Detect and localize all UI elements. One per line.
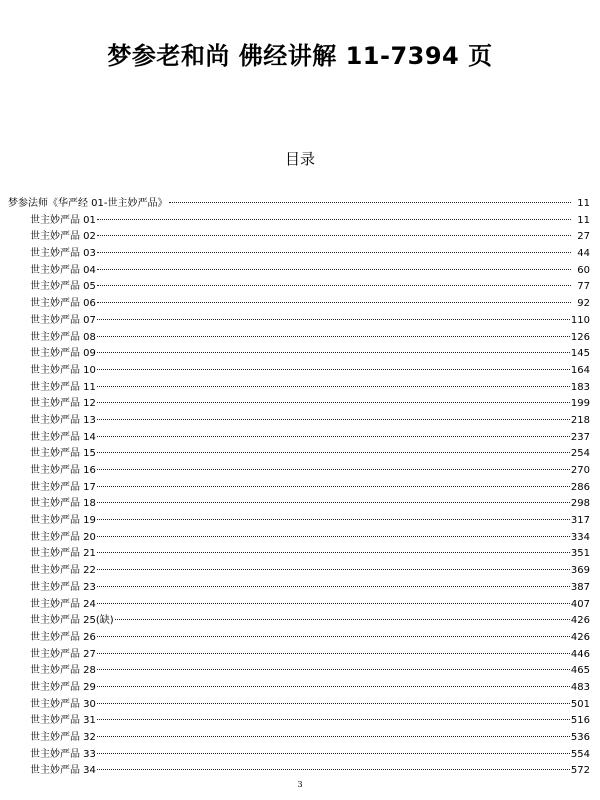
toc-leader-dots <box>97 469 570 470</box>
toc-entry-page: 298 <box>570 498 590 510</box>
toc-entry[interactable] <box>8 263 590 280</box>
toc-leader-dots <box>97 319 570 320</box>
toc-leader-dots <box>169 202 571 203</box>
toc-leader-dots <box>97 419 570 420</box>
toc-entry-page: 126 <box>570 331 590 343</box>
toc-entry[interactable] <box>8 530 590 547</box>
toc-entry[interactable] <box>8 597 590 614</box>
toc-entry[interactable] <box>8 446 590 463</box>
toc-leader-dots <box>115 619 570 620</box>
toc-leader-dots <box>97 369 570 370</box>
toc-entry-page: 183 <box>570 381 590 393</box>
toc-entry-label: 世主妙严品 19 <box>30 515 96 527</box>
toc-leader-dots <box>97 285 571 286</box>
toc-leader-dots <box>97 719 570 720</box>
toc-entry-page: 237 <box>570 431 590 443</box>
toc-entry-page: 334 <box>570 531 590 543</box>
toc-leader-dots <box>97 519 570 520</box>
toc-entry[interactable] <box>8 279 590 296</box>
toc-entry-label: 世主妙严品 08 <box>30 331 96 343</box>
toc-entry-page: 387 <box>570 581 590 593</box>
toc-entry-page: 77 <box>577 281 590 293</box>
toc-entry-label: 世主妙严品 18 <box>30 498 96 510</box>
toc-entry-page: 351 <box>570 548 590 560</box>
toc-entry-label: 世主妙严品 09 <box>30 348 96 360</box>
toc-entry-page: 164 <box>570 364 590 376</box>
toc-entry-label: 世主妙严品 33 <box>30 748 96 760</box>
toc-leader-dots <box>97 703 570 704</box>
toc-entry-label: 世主妙严品 17 <box>30 481 96 493</box>
toc-entry-label: 世主妙严品 21 <box>30 548 96 560</box>
table-of-contents <box>8 196 590 780</box>
toc-entry-page: 516 <box>570 715 590 727</box>
toc-entry-label: 世主妙严品 24 <box>30 598 96 610</box>
toc-entry-label: 世主妙严品 04 <box>30 264 96 276</box>
toc-entry[interactable] <box>8 496 590 513</box>
toc-entry-label: 世主妙严品 05 <box>30 281 96 293</box>
toc-entry[interactable] <box>8 663 590 680</box>
toc-entry-label: 世主妙严品 02 <box>30 231 96 243</box>
toc-entry[interactable] <box>8 563 590 580</box>
toc-heading: 目录 <box>284 150 315 168</box>
toc-entry-page: 218 <box>570 414 590 426</box>
toc-entry[interactable] <box>8 229 590 246</box>
toc-entry-label: 世主妙严品 30 <box>30 698 96 710</box>
toc-entry-label: 世主妙严品 06 <box>30 298 96 310</box>
toc-entry-label: 世主妙严品 31 <box>30 715 96 727</box>
toc-leader-dots <box>97 486 570 487</box>
toc-leader-dots <box>97 402 570 403</box>
document-title: 梦参老和尚 佛经讲解 11-7394 页 <box>107 42 493 70</box>
toc-entry-page: 483 <box>570 681 590 693</box>
toc-leader-dots <box>97 219 571 220</box>
toc-leader-dots <box>97 653 570 654</box>
toc-entry-page: 92 <box>577 298 590 310</box>
toc-entry[interactable] <box>8 296 590 313</box>
toc-leader-dots <box>97 686 570 687</box>
toc-entry[interactable] <box>8 697 590 714</box>
toc-entry[interactable] <box>8 346 590 363</box>
toc-entry-label: 世主妙严品 22 <box>30 565 96 577</box>
toc-entry[interactable] <box>8 463 590 480</box>
toc-entry-page: 554 <box>570 748 590 760</box>
toc-entry[interactable] <box>8 546 590 563</box>
toc-entry-label: 世主妙严品 23 <box>30 581 96 593</box>
toc-leader-dots <box>97 736 570 737</box>
toc-entry-label: 世主妙严品 11 <box>30 381 96 393</box>
toc-entry[interactable] <box>8 313 590 330</box>
toc-entry-page: 270 <box>570 465 590 476</box>
toc-leader-dots <box>97 252 571 253</box>
toc-entry-page: 60 <box>577 264 590 276</box>
toc-leader-dots <box>97 669 570 670</box>
toc-entry-label: 世主妙严品 12 <box>30 398 96 410</box>
toc-entry-page: 426 <box>570 615 590 627</box>
toc-leader-dots <box>97 552 570 553</box>
toc-entry-page: 11 <box>577 214 590 226</box>
toc-entry[interactable] <box>8 680 590 697</box>
toc-entry-label: 世主妙严品 01 <box>30 214 96 226</box>
toc-leader-dots <box>97 336 570 337</box>
toc-entry-list <box>8 213 590 780</box>
toc-entry[interactable] <box>8 413 590 430</box>
toc-entry-label: 世主妙严品 13 <box>30 414 96 426</box>
toc-entry-label: 世主妙严品 27 <box>30 648 96 660</box>
toc-leader-dots <box>97 269 571 270</box>
toc-entry[interactable] <box>8 580 590 597</box>
toc-leader-dots <box>97 452 570 453</box>
toc-leader-dots <box>97 235 571 236</box>
toc-entry-page: 426 <box>570 631 590 643</box>
toc-entry-page: 407 <box>570 598 590 610</box>
toc-entry[interactable] <box>8 730 590 747</box>
toc-entry-label: 世主妙严品 14 <box>30 431 96 443</box>
toc-entry[interactable] <box>8 613 590 630</box>
toc-entry-page: 145 <box>570 348 590 360</box>
toc-entry-label: 世主妙严品 25(缺) <box>30 615 114 627</box>
toc-entry-label: 世主妙严品 34 <box>30 765 96 777</box>
toc-entry-page: 317 <box>570 515 590 527</box>
toc-entry-page: 572 <box>570 765 590 777</box>
toc-leader-dots <box>97 569 570 570</box>
toc-entry-page: 254 <box>570 448 590 460</box>
toc-entry-label: 世主妙严品 03 <box>30 248 96 260</box>
toc-entry[interactable] <box>8 246 590 263</box>
toc-entry-page: 44 <box>577 248 590 260</box>
toc-entry-page: 199 <box>570 398 590 410</box>
toc-leader-dots <box>97 302 571 303</box>
toc-leader-dots <box>97 586 570 587</box>
toc-entry[interactable] <box>8 396 590 413</box>
toc-entry-label: 世主妙严品 26 <box>30 631 96 643</box>
toc-entry-page: 27 <box>577 231 590 243</box>
toc-entry-label: 世主妙严品 29 <box>30 681 96 693</box>
page-number: 3 <box>297 780 303 789</box>
toc-entry-label: 世主妙严品 07 <box>30 314 96 326</box>
toc-entry-label: 世主妙严品 28 <box>30 665 96 677</box>
toc-entry-page: 465 <box>570 665 590 677</box>
toc-leader-dots <box>97 386 570 387</box>
toc-entry[interactable] <box>8 630 590 647</box>
toc-section-entry[interactable] <box>8 196 590 213</box>
toc-leader-dots <box>97 753 570 754</box>
toc-entry[interactable] <box>8 213 590 230</box>
toc-entry-label: 世主妙严品 20 <box>30 531 96 543</box>
toc-entry[interactable] <box>8 363 590 380</box>
toc-entry-page: 286 <box>570 481 590 493</box>
toc-leader-dots <box>97 769 570 770</box>
toc-entry-page: 369 <box>570 565 590 577</box>
toc-entry-page: 110 <box>570 314 590 326</box>
toc-entry-label: 世主妙严品 10 <box>30 364 96 376</box>
toc-section-label: 梦参法师《华严经 01-世主妙严品》 <box>8 198 168 209</box>
toc-entry[interactable] <box>8 513 590 530</box>
toc-entry-page: 446 <box>570 648 590 660</box>
toc-leader-dots <box>97 436 570 437</box>
toc-entry[interactable] <box>8 480 590 497</box>
toc-entry-label: 世主妙严品 16 <box>30 465 96 476</box>
toc-leader-dots <box>97 536 570 537</box>
toc-leader-dots <box>97 636 570 637</box>
toc-entry-label: 世主妙严品 15 <box>30 448 96 460</box>
toc-entry[interactable] <box>8 647 590 664</box>
toc-leader-dots <box>97 352 570 353</box>
toc-leader-dots <box>97 502 570 503</box>
toc-entry[interactable] <box>8 763 590 780</box>
toc-entry[interactable] <box>8 747 590 764</box>
toc-section-page: 11 <box>577 198 590 209</box>
toc-entry-label: 世主妙严品 32 <box>30 732 96 743</box>
toc-entry[interactable] <box>8 380 590 397</box>
toc-entry-page: 501 <box>570 698 590 710</box>
toc-entry[interactable] <box>8 330 590 347</box>
toc-leader-dots <box>97 603 570 604</box>
toc-entry-page: 536 <box>570 732 590 743</box>
toc-entry[interactable] <box>8 713 590 730</box>
toc-entry[interactable] <box>8 430 590 447</box>
